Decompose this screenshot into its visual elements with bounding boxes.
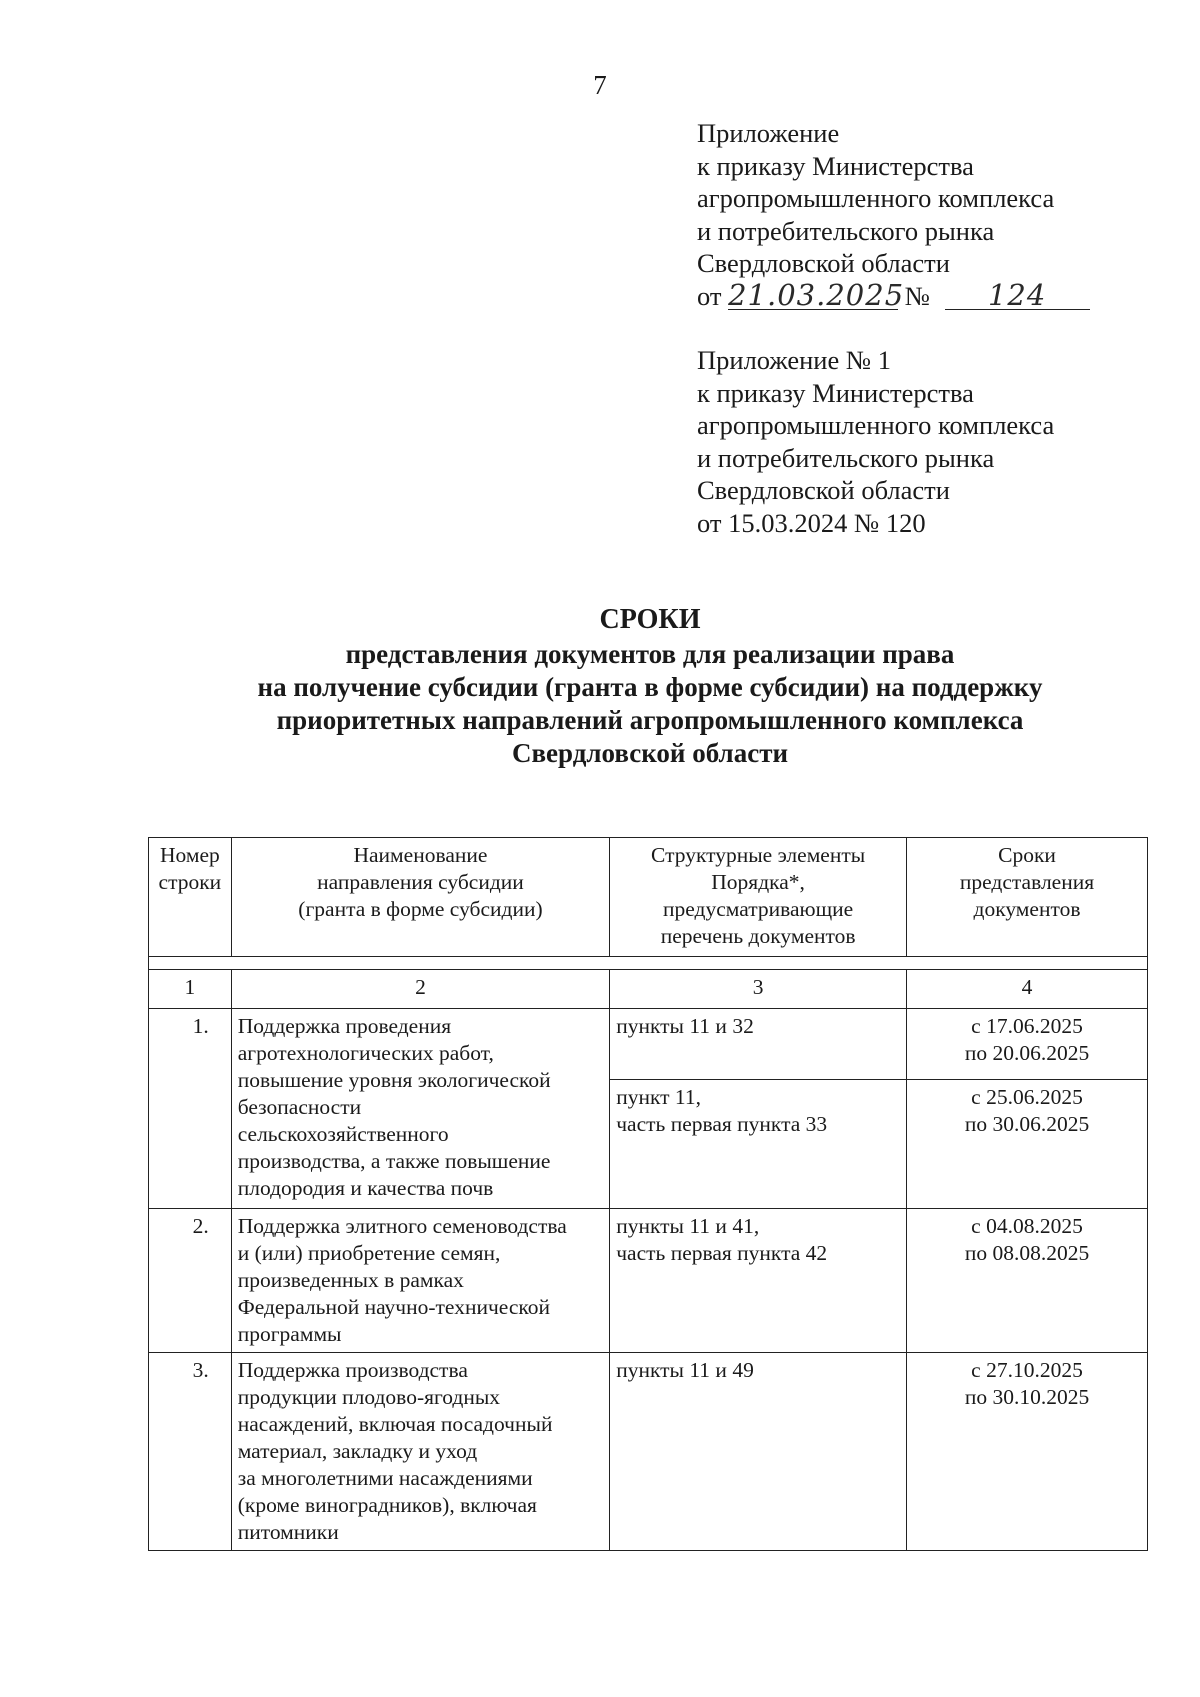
row-number: 1. [149, 1009, 232, 1209]
structural-elements: пункты 11 и 41, часть первая пункта 42 [610, 1209, 907, 1353]
number-sign: № [904, 280, 931, 311]
subsidy-direction: Поддержка производства продукции плодово-ягодных насаждений, включая посадочный материал, закладку и уход за многолетними насаждениями (кроме виноградников), включая питомники [231, 1353, 610, 1551]
appendix-line: и потребительского рынка [697, 215, 995, 246]
structural-elements: пункты 11 и 49 [610, 1353, 907, 1551]
column-number: 3 [610, 970, 907, 1009]
structural-elements: пункт 11, часть первая пункта 33 [610, 1080, 907, 1209]
appendix-current-order [697, 117, 1137, 312]
appendix-line: агропромышленного комплекса [697, 183, 1055, 213]
table-row [149, 1009, 1148, 1080]
deadline-dates: с 17.06.2025 по 20.06.2025 [907, 1009, 1148, 1080]
appendix-line: Свердловской области [697, 248, 950, 278]
header-subsidy-direction: Наименование направления субсидии (гранта в форме субсидии) [231, 838, 610, 957]
appendix-line: Свердловской области [697, 475, 950, 505]
deadlines-table [148, 837, 1148, 1551]
appendix-line: Приложение [697, 118, 840, 148]
structural-elements: пункты 11 и 32 [610, 1009, 907, 1080]
deadline-dates: с 27.10.2025 по 30.10.2025 [907, 1353, 1148, 1551]
title-main: СРОКИ [599, 604, 701, 635]
page-number: 7 [593, 70, 607, 100]
document-title [150, 603, 1150, 770]
column-number: 1 [149, 970, 232, 1009]
header-structural-elements: Структурные элементы Порядка*, предусматривающие перечень документов [610, 838, 907, 957]
appendix-line: от 15.03.2024 № 120 [697, 507, 926, 538]
appendix-line: к приказу Министерства [697, 150, 974, 181]
handwritten-number: 124 [945, 281, 1090, 310]
handwritten-date: 21.03.2025 [728, 277, 905, 312]
appendix-line: агропромышленного комплекса [697, 410, 1055, 440]
appendix-line: и потребительского рынка [697, 442, 995, 473]
header-separator [149, 957, 1148, 970]
row-number: 2. [149, 1209, 232, 1353]
title-line: Свердловской области [511, 738, 789, 768]
deadline-dates: с 04.08.2025 по 08.08.2025 [907, 1209, 1148, 1353]
subsidy-direction: Поддержка элитного семеноводства и (или) приобретение семян, произведенных в рамках Федеральной научно-технической программы [231, 1209, 610, 1353]
order-date-number-line [697, 277, 1137, 313]
header-row-number: Номер строки [149, 838, 232, 957]
table-row [149, 1353, 1148, 1551]
column-numbers-row [149, 970, 1148, 1009]
appendix-line: к приказу Министерства [697, 377, 974, 408]
table-header-row [149, 838, 1148, 957]
row-number: 3. [149, 1353, 232, 1551]
header-deadlines: Сроки представления документов [907, 838, 1148, 957]
column-number: 2 [231, 970, 610, 1009]
title-line: представления документов для реализации права [345, 639, 955, 669]
title-line: на получение субсидии (гранта в форме субсидии) на поддержку [257, 672, 1043, 702]
subsidy-direction: Поддержка проведения агротехнологических работ, повышение уровня экологической безопасности сельскохозяйственного производства, а также повышение плодородия и качества почв [231, 1009, 610, 1209]
title-line: приоритетных направлений агропромышленного комплекса [276, 705, 1024, 735]
appendix-line: Приложение № 1 [697, 345, 892, 375]
column-number: 4 [907, 970, 1148, 1009]
table-row [149, 1209, 1148, 1353]
appendix-previous-order [697, 344, 1137, 539]
deadline-dates: с 25.06.2025 по 30.06.2025 [907, 1080, 1148, 1209]
date-prefix: от [697, 280, 722, 311]
